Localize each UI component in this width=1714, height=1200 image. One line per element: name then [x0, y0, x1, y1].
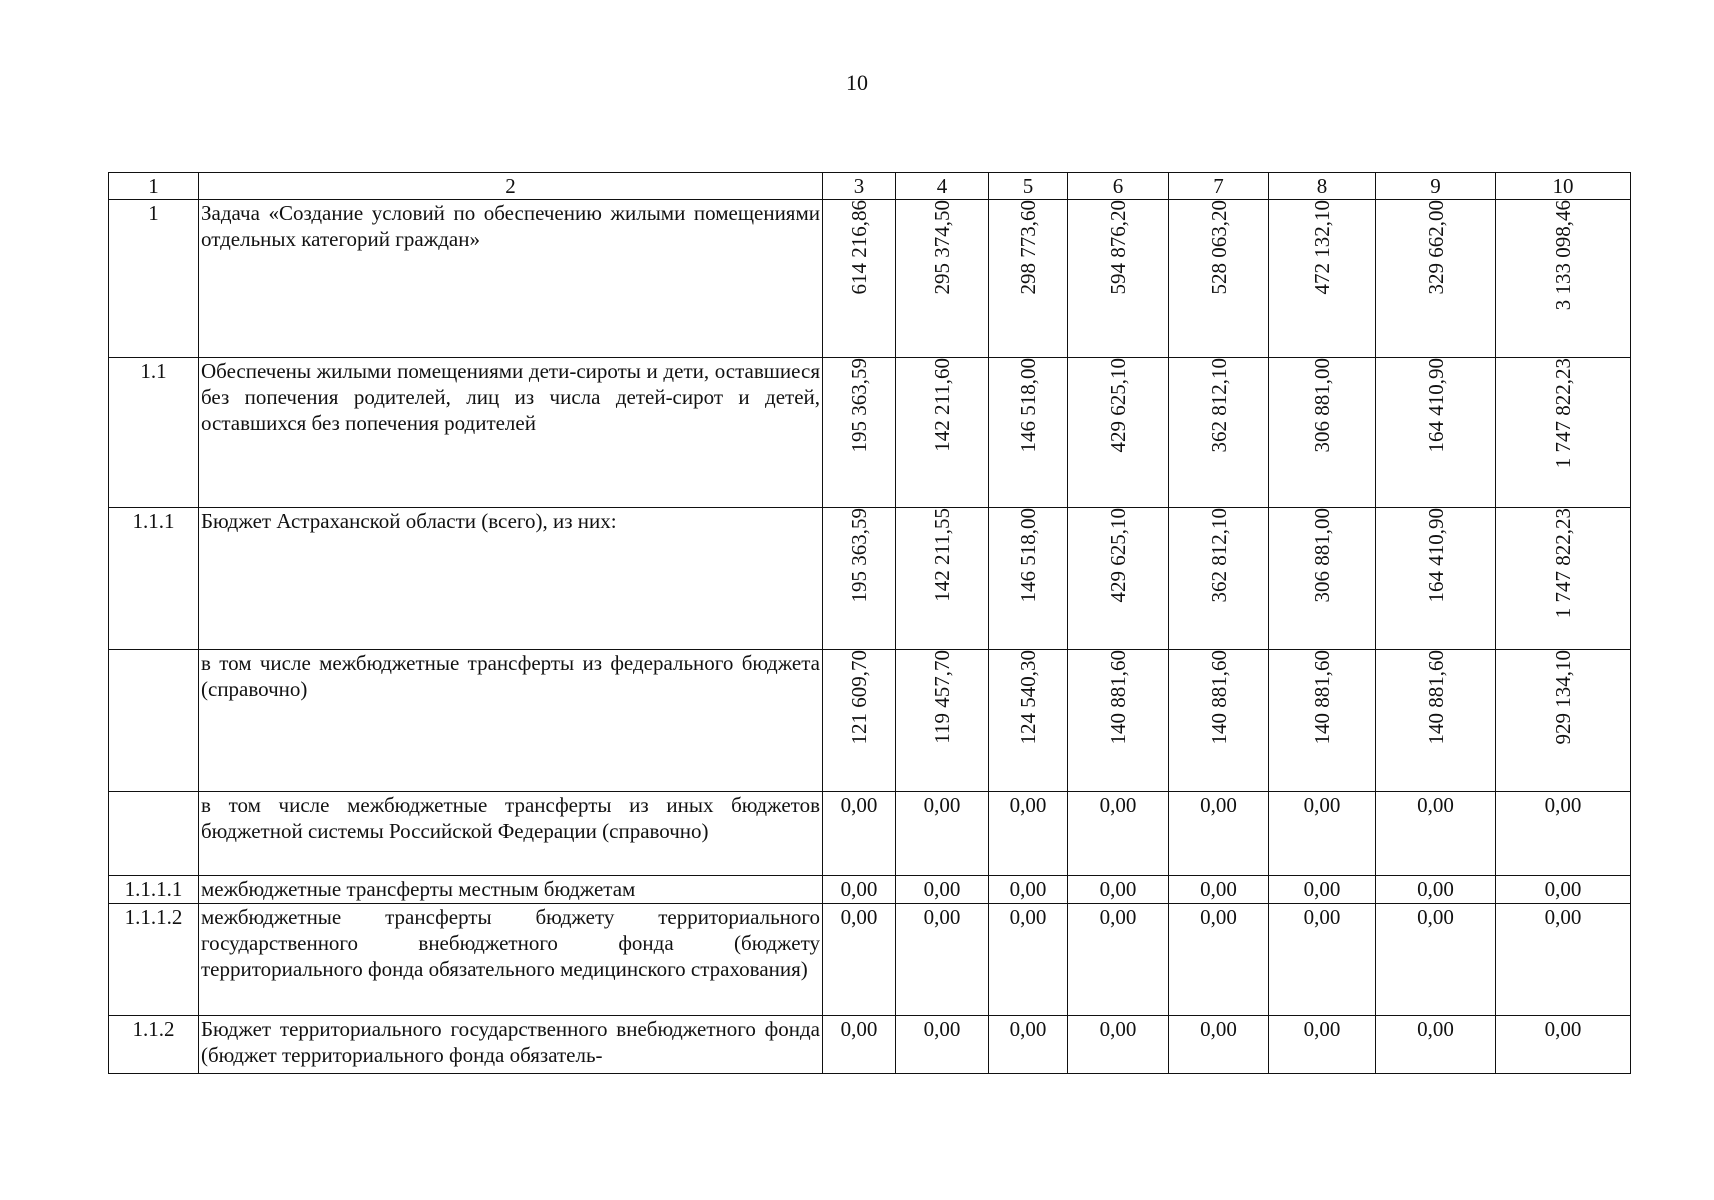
- table-row: [109, 200, 1631, 358]
- value-cell: [989, 650, 1068, 792]
- value-cell: [1376, 200, 1496, 358]
- value-text: 429 625,10: [1106, 358, 1130, 453]
- column-header: 2: [199, 173, 823, 200]
- value-cell: [1068, 508, 1169, 650]
- value-cell: [896, 508, 989, 650]
- column-header: 10: [1496, 173, 1631, 200]
- value-cell: [1169, 508, 1269, 650]
- value-cell: [823, 650, 896, 792]
- value-cell: [1068, 650, 1169, 792]
- table-body: [109, 173, 1631, 1074]
- value-text: 298 773,60: [1016, 200, 1040, 295]
- value-cell: [823, 508, 896, 650]
- value-text: 329 662,00: [1423, 200, 1448, 295]
- value-text: 140 881,60: [1106, 650, 1130, 745]
- row-code: 1.1.1.1: [109, 876, 199, 904]
- table-row: [109, 650, 1631, 792]
- value-text: 306 881,00: [1310, 358, 1334, 453]
- table-row: [109, 876, 1631, 904]
- value-cell: [896, 358, 989, 508]
- value-cell: [1496, 200, 1631, 358]
- value-text: 594 876,20: [1106, 200, 1130, 295]
- value-cell: [896, 200, 989, 358]
- value-cell: 0,00: [896, 904, 989, 1016]
- value-cell: 0,00: [989, 792, 1068, 876]
- value-cell: 0,00: [1068, 904, 1169, 1016]
- value-cell: [1496, 508, 1631, 650]
- value-cell: 0,00: [1269, 904, 1376, 1016]
- value-cell: 0,00: [1376, 792, 1496, 876]
- value-cell: [1269, 200, 1376, 358]
- value-cell: 0,00: [1269, 876, 1376, 904]
- column-header: 7: [1169, 173, 1269, 200]
- row-code: 1.1.2: [109, 1016, 199, 1074]
- value-text: 142 211,55: [930, 508, 954, 602]
- row-description: Бюджет Астраханской области (всего), из них:: [199, 508, 823, 650]
- value-cell: 0,00: [1068, 1016, 1169, 1074]
- value-cell: [989, 358, 1068, 508]
- table-row: [109, 508, 1631, 650]
- value-cell: 0,00: [1269, 1016, 1376, 1074]
- row-description: Обеспечены жилыми помещениями дети-сироты и дети, оставшиеся без попечения родителей, лиц из числа детей-сирот и детей, оставшихся без попечения родителей: [199, 358, 823, 508]
- value-text: 614 216,86: [847, 200, 871, 295]
- row-code: 1.1.1.2: [109, 904, 199, 1016]
- value-text: 119 457,70: [930, 650, 954, 744]
- value-cell: [1376, 358, 1496, 508]
- value-text: 140 881,60: [1310, 650, 1334, 745]
- value-text: 140 881,60: [1206, 650, 1231, 745]
- value-cell: 0,00: [1169, 876, 1269, 904]
- row-description: Задача «Создание условий по обеспечению жилыми помещениями отдельных категорий граждан»: [199, 200, 823, 358]
- value-text: 140 881,60: [1423, 650, 1448, 745]
- value-cell: 0,00: [1068, 876, 1169, 904]
- column-header: 8: [1269, 173, 1376, 200]
- value-cell: 0,00: [1269, 792, 1376, 876]
- value-text: 195 363,59: [847, 358, 871, 453]
- value-text: 3 133 098,46: [1551, 200, 1575, 311]
- row-code: [109, 792, 199, 876]
- value-cell: 0,00: [989, 876, 1068, 904]
- value-text: 124 540,30: [1016, 650, 1040, 745]
- row-description: Бюджет территориального государственного внебюджетного фонда (бюджет территориального фонда обязатель-: [199, 1016, 823, 1074]
- header-row: [109, 173, 1631, 200]
- column-header: 5: [989, 173, 1068, 200]
- table-row: [109, 904, 1631, 1016]
- value-text: 121 609,70: [847, 650, 871, 745]
- value-cell: 0,00: [1496, 792, 1631, 876]
- column-header: 4: [896, 173, 989, 200]
- column-header: 9: [1376, 173, 1496, 200]
- row-code: [109, 650, 199, 792]
- value-cell: [1269, 650, 1376, 792]
- row-description: в том числе межбюджетные трансферты из федерального бюджета (справочно): [199, 650, 823, 792]
- value-cell: 0,00: [823, 1016, 896, 1074]
- budget-table: [108, 172, 1631, 1074]
- value-text: 929 134,10: [1551, 650, 1575, 745]
- value-cell: [1169, 358, 1269, 508]
- value-cell: 0,00: [823, 876, 896, 904]
- row-description: межбюджетные трансферты бюджету территориального государственного внебюджетного фонда (бюджету территориального фонда обязательного медицинского страхования): [199, 904, 823, 1016]
- value-text: 472 132,10: [1310, 200, 1334, 295]
- value-cell: [1376, 508, 1496, 650]
- value-text: 142 211,60: [930, 358, 954, 452]
- value-cell: [1068, 358, 1169, 508]
- value-text: 195 363,59: [847, 508, 871, 603]
- value-cell: [1269, 358, 1376, 508]
- row-code: 1.1.1: [109, 508, 199, 650]
- row-description: в том числе межбюджетные трансферты из иных бюджетов бюджетной системы Российской Федерации (справочно): [199, 792, 823, 876]
- value-cell: 0,00: [989, 904, 1068, 1016]
- value-cell: [823, 358, 896, 508]
- value-text: 164 410,90: [1423, 358, 1448, 453]
- value-cell: [1169, 200, 1269, 358]
- value-text: 164 410,90: [1423, 508, 1448, 603]
- column-header: 6: [1068, 173, 1169, 200]
- value-cell: [1169, 650, 1269, 792]
- value-cell: 0,00: [1376, 1016, 1496, 1074]
- value-cell: 0,00: [1496, 1016, 1631, 1074]
- value-cell: 0,00: [896, 792, 989, 876]
- value-text: 362 812,10: [1206, 358, 1231, 453]
- value-cell: [1068, 200, 1169, 358]
- value-cell: [1496, 358, 1631, 508]
- table-row: [109, 1016, 1631, 1074]
- value-cell: [989, 200, 1068, 358]
- value-cell: 0,00: [989, 1016, 1068, 1074]
- page-number: 10: [846, 70, 868, 95]
- value-cell: 0,00: [1496, 876, 1631, 904]
- value-cell: [1496, 650, 1631, 792]
- table-row: [109, 358, 1631, 508]
- value-text: 146 518,00: [1016, 358, 1040, 453]
- row-code: 1: [109, 200, 199, 358]
- value-text: 362 812,10: [1206, 508, 1231, 603]
- value-cell: 0,00: [1496, 904, 1631, 1016]
- value-text: 528 063,20: [1206, 200, 1231, 295]
- value-cell: [823, 200, 896, 358]
- value-cell: [896, 650, 989, 792]
- row-code: 1.1: [109, 358, 199, 508]
- value-text: 295 374,50: [930, 200, 954, 295]
- table-row: [109, 792, 1631, 876]
- value-cell: [1376, 650, 1496, 792]
- value-text: 1 747 822,23: [1551, 358, 1575, 469]
- value-cell: 0,00: [1376, 904, 1496, 1016]
- value-cell: 0,00: [1169, 1016, 1269, 1074]
- value-cell: 0,00: [823, 792, 896, 876]
- value-cell: 0,00: [1068, 792, 1169, 876]
- value-cell: 0,00: [896, 1016, 989, 1074]
- value-text: 429 625,10: [1106, 508, 1130, 603]
- column-header: 3: [823, 173, 896, 200]
- value-cell: [1269, 508, 1376, 650]
- value-text: 146 518,00: [1016, 508, 1040, 603]
- value-cell: 0,00: [1169, 904, 1269, 1016]
- column-header: 1: [109, 173, 199, 200]
- value-cell: 0,00: [823, 904, 896, 1016]
- value-cell: 0,00: [1376, 876, 1496, 904]
- value-cell: 0,00: [1169, 792, 1269, 876]
- value-cell: [989, 508, 1068, 650]
- row-description: межбюджетные трансферты местным бюджетам: [199, 876, 823, 904]
- value-cell: 0,00: [896, 876, 989, 904]
- value-text: 306 881,00: [1310, 508, 1334, 603]
- value-text: 1 747 822,23: [1551, 508, 1575, 619]
